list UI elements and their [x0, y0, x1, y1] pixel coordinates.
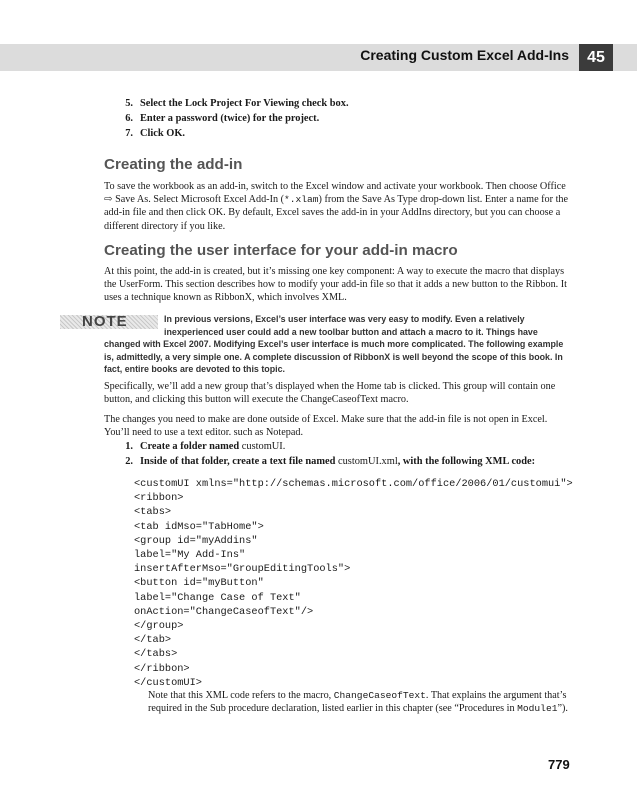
- xml-code-block: [134, 477, 573, 690]
- section-heading-creating-addin: Creating the add-in: [104, 156, 243, 173]
- paragraph-final-note: Note that this XML code refers to the macro, ChangeCaseofText. That explains the argument that’s required in the Sub procedure declaration, listed earlier in this chapter (see “Procedures in Module1”).: [148, 690, 568, 715]
- list-item: 7. Click OK.: [125, 128, 186, 139]
- code-line: <ribbon>: [134, 492, 184, 505]
- list-item: 2. Inside of that folder, create a text file named customUI.xml, with the following XML code:: [125, 456, 536, 467]
- list-item: 5. Select the Lock Project For Viewing check box.: [125, 98, 349, 109]
- paragraph-changes: The changes you need to make are done outside of Excel. Make sure that the add-in file is not open in Excel. You’ll need to use a text editor. such as Notepad.: [104, 414, 548, 439]
- step-list-top: [117, 97, 349, 142]
- note-text: In previous versions, Excel’s user interface was very easy to modify. Even a relatively inexperienced user could add a new toolbar button and attach a macro to it. Things have changed with Excel 2007. Modifying Excel’s user interface is much more complicated. The following example is, admittedly, a very simple one. A complete discussion of RibbonX is well beyond the scope of this book. In fact, entire books are devoted to this topic.: [104, 314, 564, 375]
- code-line: </customUI>: [134, 676, 202, 689]
- chapter-number-badge: 45: [579, 44, 613, 71]
- code-line: <tab idMso="TabHome">: [134, 520, 264, 533]
- note-badge: NOTE: [60, 315, 158, 329]
- code-line: </group>: [134, 620, 184, 633]
- code-line: onAction="ChangeCaseofText"/>: [134, 605, 314, 618]
- list-item: 6. Enter a password (twice) for the project.: [125, 113, 320, 124]
- code-line: <tabs>: [134, 506, 172, 519]
- code-line: </tab>: [134, 634, 172, 647]
- paragraph-specifically: Specifically, we’ll add a new group that’s displayed when the Home tab is clicked. This group will contain one button, and clicking this button will execute the ChangeCaseofText macro.: [104, 381, 556, 406]
- paragraph-ui-intro: At this point, the add-in is created, but it’s missing one key component: A way to execute the macro that displays the UserForm. This section describes how to modify your add-in file so that it adds a new button to the Ribbon. It uses a technique known as RibbonX, which involves XML.: [104, 266, 567, 304]
- code-line: label="Change Case of Text": [134, 591, 301, 604]
- step-list-bottom: [117, 440, 535, 470]
- code-line: <customUI xmlns="http://schemas.microsoft.com/office/2006/01/customui">: [134, 478, 573, 490]
- code-line: insertAfterMso="GroupEditingTools">: [134, 563, 351, 576]
- arrow-icon: ⇨: [104, 194, 113, 206]
- code-line: label="My Add-Ins": [134, 549, 246, 562]
- list-item: 1. Create a folder named customUI.: [125, 441, 286, 452]
- code-line: </tabs>: [134, 648, 178, 661]
- page-number: 779: [548, 757, 570, 772]
- note-box: [82, 313, 572, 376]
- section-heading-user-interface: Creating the user interface for your add-in macro: [104, 242, 458, 259]
- code-line: <group id="myAddins": [134, 534, 258, 547]
- paragraph-save-as-addin: To save the workbook as an add-in, switch to the Excel window and activate your workbook. Then choose Office ⇨ Save As. Select Microsoft Excel Add-In (*.xlam) from the Save As Type drop-down list. Enter a name for the add-in file and then click OK. By default, Excel saves the add-in in your AddIns directory, but you can choose a different directory if you like.: [104, 181, 569, 232]
- code-line: <button id="myButton": [134, 577, 264, 590]
- running-header-title: Creating Custom Excel Add-Ins: [360, 47, 569, 63]
- code-line: </ribbon>: [134, 662, 190, 675]
